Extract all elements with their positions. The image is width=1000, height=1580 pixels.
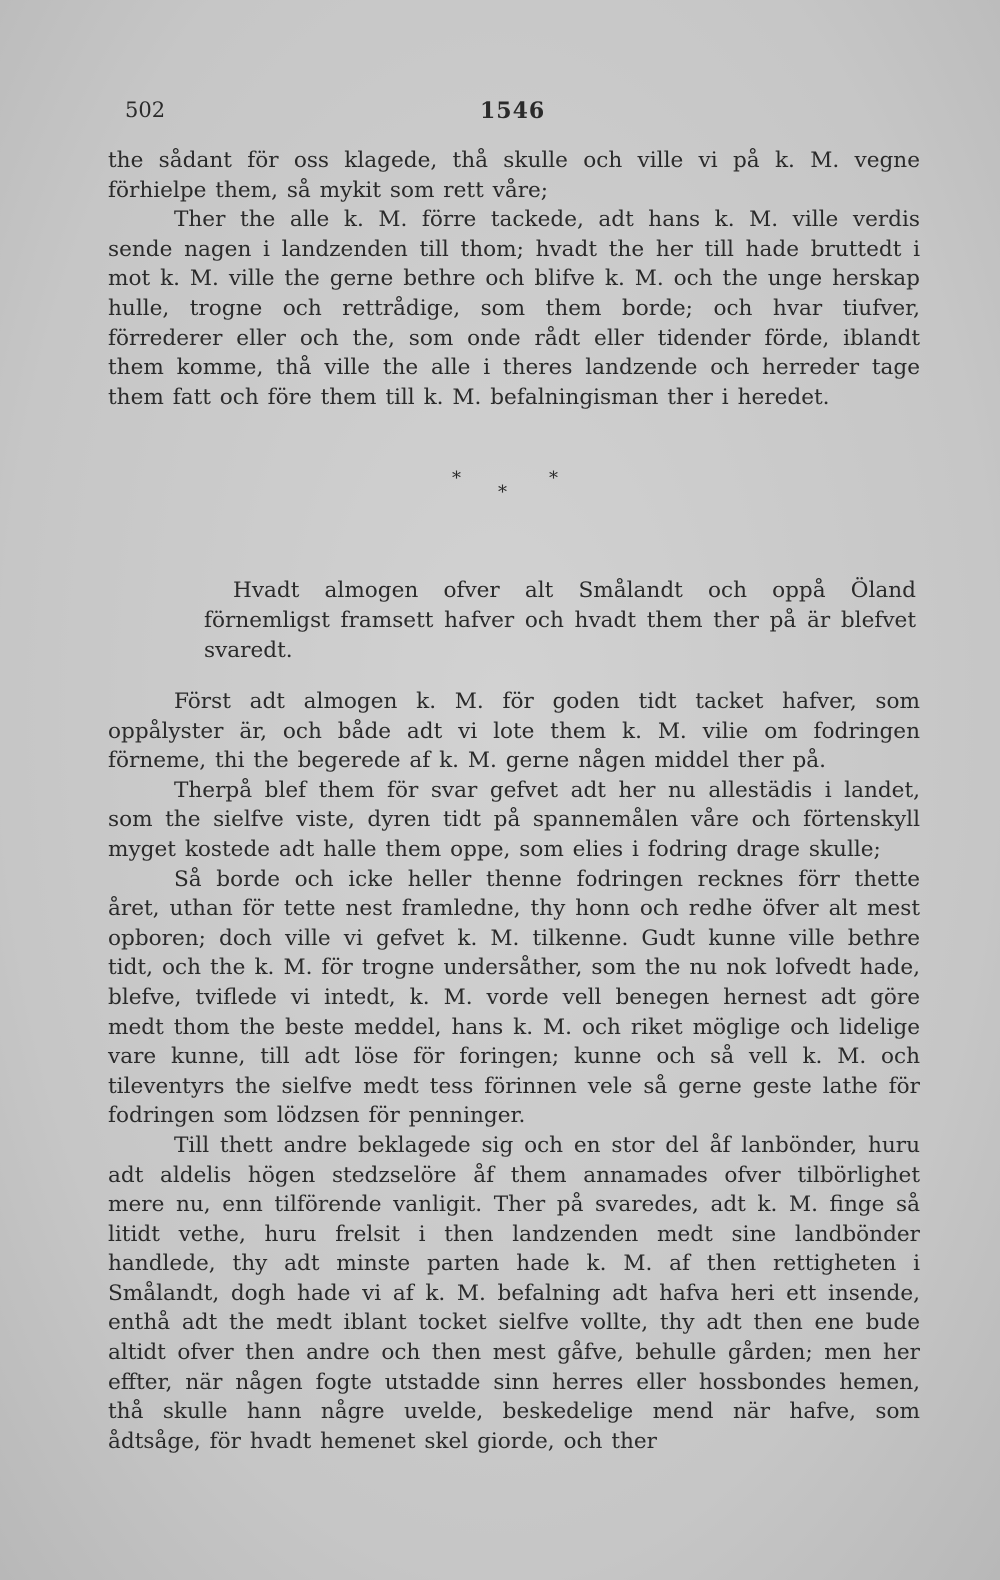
- paragraph: Först adt almogen k. M. för goden tidt tacket hafver, som oppålyster är, och både adt vi lote them k. M. vilie om fodringen förneme, thi the begerede af k. M. gerne någen middel ther på.: [108, 689, 920, 774]
- section-separator: [0, 468, 1000, 516]
- paragraph: Till thett andre beklagede sig och en stor del åf lanbönder, huru adt aldelis högen stedzselöre åf them annamades ofver tilbörlighet mere nu, enn tilförende vanligit. Ther på svaredes, adt k. M. finge så litidt vethe, huru frelsit i then landzenden medt sine landbönder handlede, thy adt minste parten hade k. M. af then rettigheten i Smålandt, dogh hade vi af k. M. befalning adt hafva heri ett insende, enthå adt the medt iblant tocket sielfve vollte, thy adt then ene bude altidt ofver then andre och then mest gåfve, behulle gården; men her effter, när någen fogte utstadde sinn herres eller hossbondes hemen, thå skulle hann någre uvelde, beskedelige mend när hafve, som ådtsåge, för hvadt hemenet skel giorde, och ther: [108, 1132, 920, 1454]
- page-number: 502: [125, 98, 166, 122]
- text-block-upper: [108, 146, 920, 412]
- separator-star: *: [452, 468, 461, 489]
- separator-star: *: [498, 482, 507, 503]
- running-head-year: 1546: [480, 98, 546, 124]
- paragraph: Ther the alle k. M. förre tackede, adt hans k. M. ville verdis sende nagen i landzenden till thom; hvadt the her till hade bruttedt i mot k. M. ville the gerne bethre och blifve k. M. och the unge herskap hulle, trogne och rettrådige, som them borde; och hvar tiufver, förrederer eller och the, som onde rådt eller tidender förde, iblandt them komme, thå ville the alle i theres landzende och herreder tage them fatt och före them till k. M. befalningisman ther i heredet.: [108, 207, 920, 410]
- paragraph: the sådant för oss klagede, thå skulle och ville vi på k. M. vegne förhielpe them, så mykit som rett våre;: [108, 148, 920, 203]
- text-block-lower: [108, 687, 920, 1456]
- section-heading: Hvadt almogen ofver alt Smålandt och oppå Öland förnemligst framsett hafver och hvadt them ther på är blefvet svaredt.: [204, 578, 916, 663]
- page-header: [0, 98, 1000, 128]
- paragraph: Så borde och icke heller thenne fodringen recknes förr thette året, uthan för tette nest framledne, thy honn och redhe öfver alt mest opboren; doch ville vi gefvet k. M. tilkenne. Gudt kunne ville bethre tidt, och the k. M. för trogne undersåther, som the nu nok lofvedt hade, blefve, tviflede vi intedt, k. M. vorde vell benegen hernest adt göre medt thom the beste meddel, hans k. M. och riket möglige och lidelige vare kunne, till adt löse för foringen; kunne och så vell k. M. och tileventyrs the sielfve medt tess förinnen vele så gerne geste lathe för fodringen som lödzsen för penninger.: [108, 866, 920, 1129]
- separator-star: *: [549, 468, 558, 489]
- paragraph: Therpå blef them för svar gefvet adt her nu allestädis i landet, som the sielfve viste, dyren tidt på spannemålen våre och förtenskyll myget kostede adt halle them oppe, som elies i fodring drage skulle;: [108, 777, 920, 862]
